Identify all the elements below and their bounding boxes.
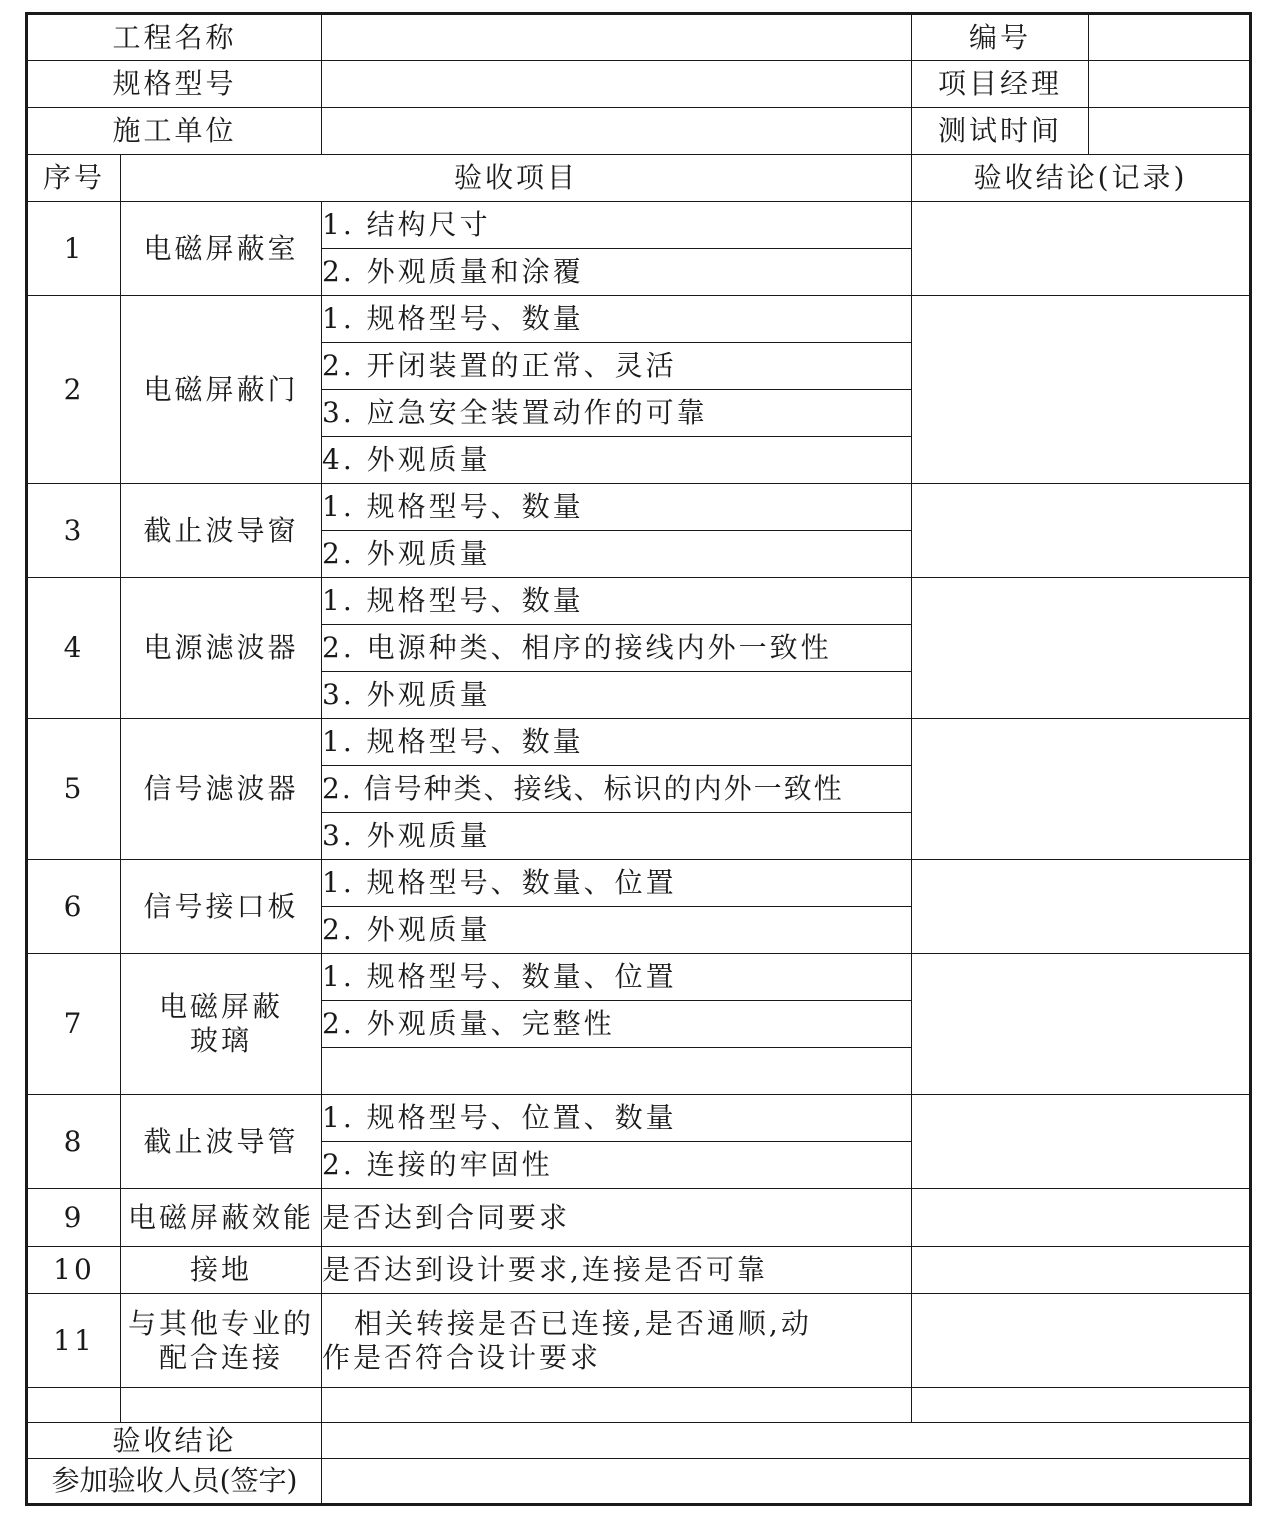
row-category: 信号接口板 xyxy=(121,860,322,954)
row-conclusion-field[interactable] xyxy=(912,296,1251,484)
row-item: 2. 外观质量 xyxy=(322,907,912,954)
row-item-line: 作是否符合设计要求 xyxy=(322,1340,602,1374)
table-row xyxy=(27,484,1251,531)
spec-model-label: 规格型号 xyxy=(27,61,322,108)
row-item: 1. 规格型号、数量 xyxy=(322,296,912,343)
row-category-line: 配合连接 xyxy=(159,1340,284,1374)
test-time-field[interactable] xyxy=(1089,108,1251,155)
row-item: 1. 规格型号、位置、数量 xyxy=(322,1095,912,1142)
row-item: 2. 外观质量、完整性 xyxy=(322,1001,912,1048)
row-item: 是否达到设计要求,连接是否可靠 xyxy=(322,1247,912,1294)
row-seq: 11 xyxy=(27,1294,121,1388)
table-row xyxy=(27,202,1251,249)
row-category: 电磁屏蔽室 xyxy=(121,202,322,296)
acceptance-form-table xyxy=(25,12,1252,1506)
number-field[interactable] xyxy=(1089,14,1251,61)
row-category xyxy=(121,1294,322,1388)
table-row xyxy=(27,954,1251,1001)
row-conclusion-field[interactable] xyxy=(912,1294,1251,1388)
empty-cell[interactable] xyxy=(912,1388,1251,1423)
row-seq: 8 xyxy=(27,1095,121,1189)
empty-cell[interactable] xyxy=(322,1388,912,1423)
row-seq: 7 xyxy=(27,954,121,1095)
empty-cell[interactable] xyxy=(121,1388,322,1423)
table-row xyxy=(27,1095,1251,1142)
row-category-line: 玻璃 xyxy=(190,1024,253,1057)
contractor-field[interactable] xyxy=(322,108,912,155)
table-row xyxy=(27,719,1251,766)
test-time-label: 测试时间 xyxy=(912,108,1089,155)
row-seq: 3 xyxy=(27,484,121,578)
row-conclusion-field[interactable] xyxy=(912,578,1251,719)
row-item: 1. 规格型号、数量 xyxy=(322,719,912,766)
empty-cell[interactable] xyxy=(27,1388,121,1423)
row-category: 电磁屏蔽门 xyxy=(121,296,322,484)
table-row xyxy=(27,1247,1251,1294)
number-label: 编号 xyxy=(912,14,1089,61)
project-manager-label: 项目经理 xyxy=(912,61,1089,108)
row-item: 2. 外观质量 xyxy=(322,531,912,578)
row-item: 1. 规格型号、数量、位置 xyxy=(322,954,912,1001)
acceptance-conclusion-label: 验收结论 xyxy=(27,1423,322,1459)
row-item xyxy=(322,1294,912,1388)
row-item: 3. 外观质量 xyxy=(322,672,912,719)
row-item: 1. 结构尺寸 xyxy=(322,202,912,249)
row-item: 2. 开闭装置的正常、灵活 xyxy=(322,343,912,390)
row-conclusion-field[interactable] xyxy=(912,1189,1251,1247)
row-category: 截止波导管 xyxy=(121,1095,322,1189)
row-category: 截止波导窗 xyxy=(121,484,322,578)
row-conclusion-field[interactable] xyxy=(912,202,1251,296)
row-seq: 9 xyxy=(27,1189,121,1247)
row-item: 3. 外观质量 xyxy=(322,813,912,860)
row-item: 2. 连接的牢固性 xyxy=(322,1142,912,1189)
column-header-seq: 序号 xyxy=(27,155,121,202)
row-item: 1. 规格型号、数量、位置 xyxy=(322,860,912,907)
row-seq: 5 xyxy=(27,719,121,860)
spec-model-field[interactable] xyxy=(322,61,912,108)
row-conclusion-field[interactable] xyxy=(912,860,1251,954)
table-row xyxy=(27,1189,1251,1247)
row-item: 3. 应急安全装置动作的可靠 xyxy=(322,390,912,437)
row-item: 1. 规格型号、数量 xyxy=(322,578,912,625)
row-conclusion-field[interactable] xyxy=(912,719,1251,860)
table-row xyxy=(27,296,1251,343)
row-category: 接地 xyxy=(121,1247,322,1294)
row-item-line: 相关转接是否已连接,是否通顺,动 xyxy=(354,1306,812,1340)
row-category: 信号滤波器 xyxy=(121,719,322,860)
project-name-label: 工程名称 xyxy=(27,14,322,61)
row-category xyxy=(121,954,322,1095)
column-header-item: 验收项目 xyxy=(121,155,912,202)
row-conclusion-field[interactable] xyxy=(912,1095,1251,1189)
row-seq: 4 xyxy=(27,578,121,719)
row-conclusion-field[interactable] xyxy=(912,484,1251,578)
row-item xyxy=(322,1048,912,1095)
row-item: 2. 外观质量和涂覆 xyxy=(322,249,912,296)
row-conclusion-field[interactable] xyxy=(912,1247,1251,1294)
row-item: 4. 外观质量 xyxy=(322,437,912,484)
row-category-line: 与其他专业的 xyxy=(128,1306,315,1340)
row-item: 2. 信号种类、接线、标识的内外一致性 xyxy=(322,766,912,813)
row-conclusion-field[interactable] xyxy=(912,954,1251,1095)
row-category: 电源滤波器 xyxy=(121,578,322,719)
row-item: 2. 电源种类、相序的接线内外一致性 xyxy=(322,625,912,672)
project-name-field[interactable] xyxy=(322,14,912,61)
row-seq: 1 xyxy=(27,202,121,296)
column-header-conclusion: 验收结论(记录) xyxy=(912,155,1251,202)
table-row xyxy=(27,860,1251,907)
participants-label: 参加验收人员(签字) xyxy=(27,1459,322,1505)
row-seq: 10 xyxy=(27,1247,121,1294)
row-category: 电磁屏蔽效能 xyxy=(121,1189,322,1247)
project-manager-field[interactable] xyxy=(1089,61,1251,108)
table-row xyxy=(27,1294,1251,1388)
participants-signature-field[interactable] xyxy=(322,1459,1251,1505)
row-category-line: 电磁屏蔽 xyxy=(159,990,284,1023)
row-seq: 6 xyxy=(27,860,121,954)
contractor-label: 施工单位 xyxy=(27,108,322,155)
acceptance-conclusion-field[interactable] xyxy=(322,1423,1251,1459)
row-item: 1. 规格型号、数量 xyxy=(322,484,912,531)
row-seq: 2 xyxy=(27,296,121,484)
table-row xyxy=(27,578,1251,625)
table-row-empty xyxy=(27,1388,1251,1423)
row-item: 是否达到合同要求 xyxy=(322,1189,912,1247)
